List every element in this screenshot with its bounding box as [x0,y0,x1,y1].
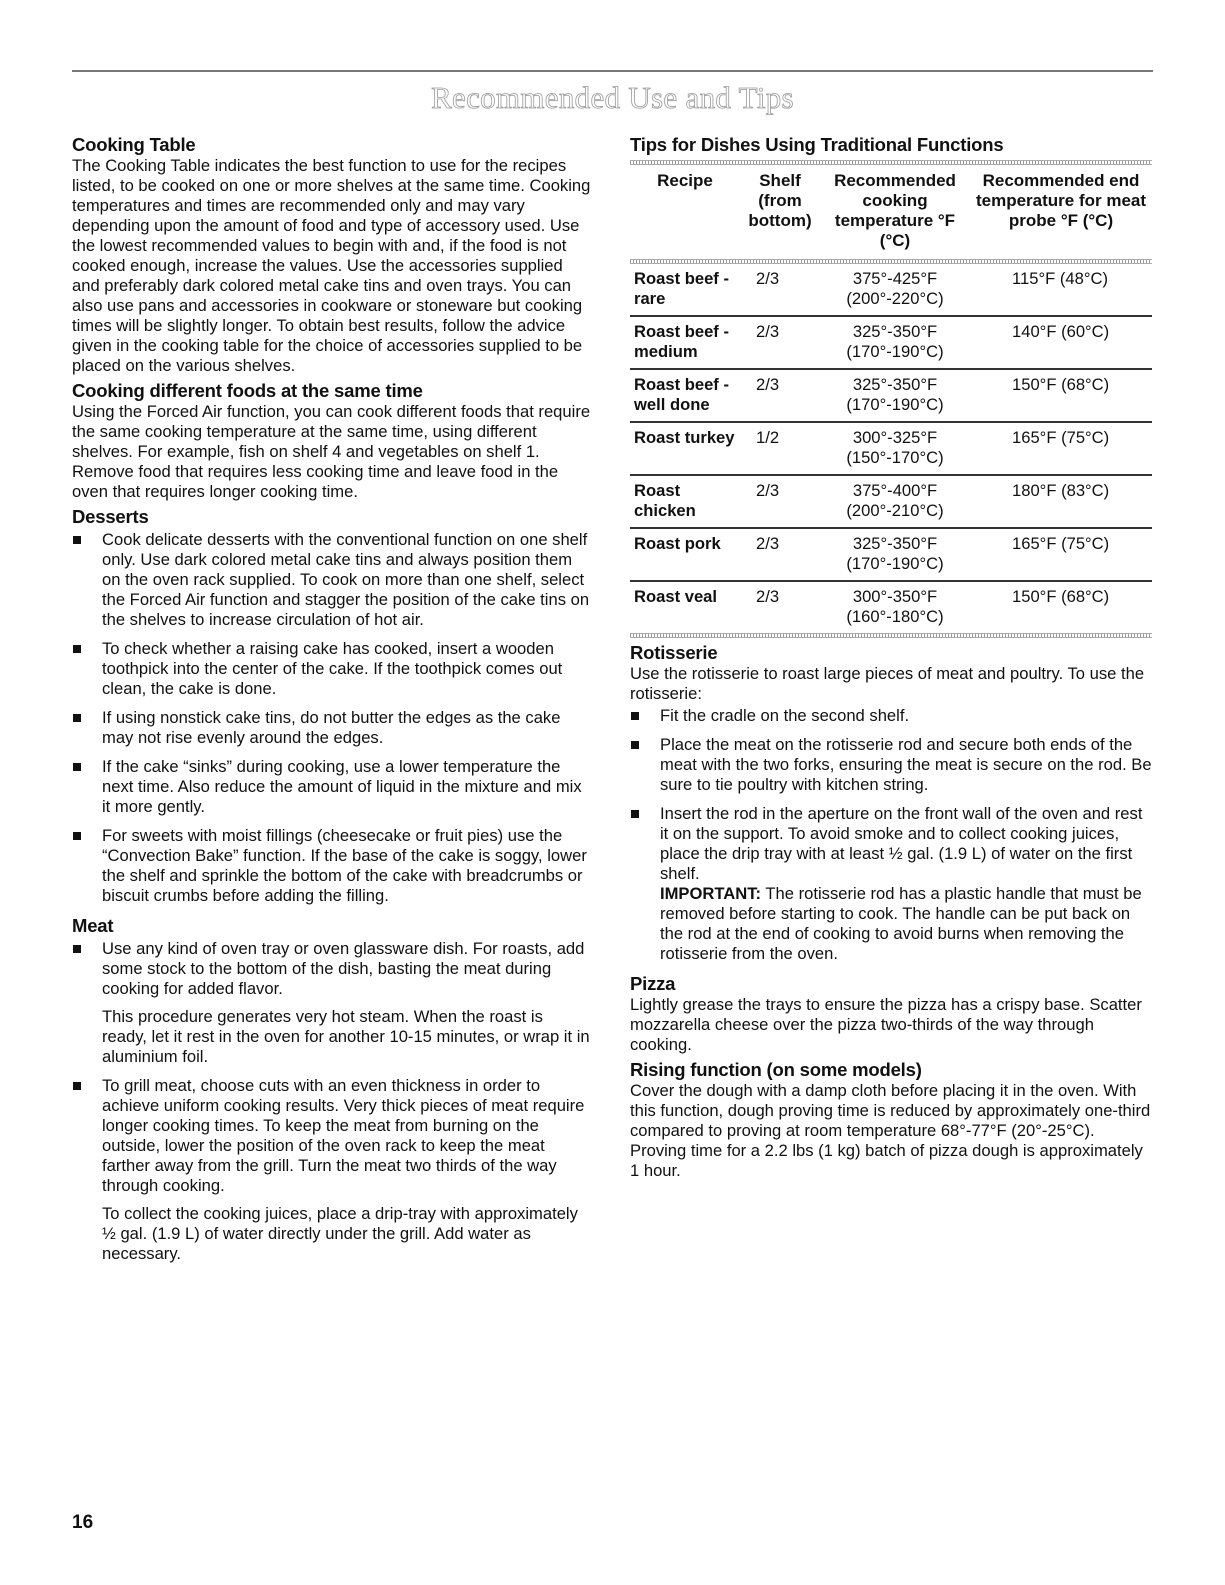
bullet-icon [73,832,81,840]
tips-heading: Tips for Dishes Using Traditional Functions [630,134,1004,155]
cell-shelf: 2/3 [756,587,780,606]
page-number: 16 [72,1512,94,1533]
header-cook-temp: Recommended cooking temperature °F (°C) [834,171,956,250]
important-text: The rotisserie rod has a plastic handle that must be removed before starting to cook. The handle can be put back on the rod at the end of cooking to avoid burns when removing the rotisserie from the oven. [660,884,1142,963]
list-item: Place the meat on the rotisserie rod and secure both ends of the meat with the two forks, ensuring the meat is secure on the rod. Be sure to tie poultry with kitchen string. [630,735,1152,795]
pizza-heading: Pizza [630,973,676,994]
cell-end-temp: 140°F (60°C) [1012,322,1110,341]
cooking-table-body: The Cooking Table indicates the best function to use for the recipes listed, to be cooked on one or more shelves at the same time. Cooking temperatures and times are recommended only and may vary depending upon the amount of food and type of accessory used. Use the lowest recommended values to begin with and, if the food is not cooked enough, increase the values. Use the accessories supplied and preferably dark colored metal cake tins and oven trays. You can also use pans and accessories in cookware or stoneware but cooking times will be slightly longer. To obtain best results, follow the advice given in the cooking table for the choice of accessories supplied to be placed on the various shelves. [72,156,591,375]
list-item: Fit the cradle on the second shelf. [630,706,1152,726]
list-item: If using nonstick cake tins, do not butter the edges as the cake may not rise evenly around the edges. [72,708,592,748]
cell-end-temp: 165°F (75°C) [1012,428,1110,447]
cell-recipe: Roast beef - well done [634,375,729,414]
page-title: Recommended Use and Tips [431,80,794,115]
cell-recipe: Roast pork [634,534,721,553]
table-header-row [630,165,1152,259]
cell-cook-temp: 325°-350°F (170°-190°C) [846,534,944,573]
table-row [630,529,1152,582]
bullet-icon [631,810,639,818]
header-recipe: Recipe [657,171,713,190]
list-item: To grill meat, choose cuts with an even thickness in order to achieve uniform cooking results. Very thick pieces of meat require longer cooking times. To keep the meat from burning on the outside, lower the position of the oven rack to keep the meat farther away from the grill. Turn the meat two thirds of the way through cooking. To collect the cooking juices, place a drip-tray with approximately ½ gal. (1.9 L) of water directly under the grill. Add water as necessary. [72,1076,592,1264]
meat-list [72,939,592,1264]
table-row [630,370,1152,423]
cell-recipe: Roast beef - medium [634,322,729,361]
bullet-icon [73,714,81,722]
meat-item2-note: To collect the cooking juices, place a drip-tray with approximately ½ gal. (1.9 L) of water directly under the grill. Add water as necessary. [102,1204,578,1263]
cell-recipe: Roast turkey [634,428,735,447]
rotisserie-intro: Use the rotisserie to roast large pieces of meat and poultry. To use the rotisserie: [630,664,1145,703]
important-note [660,884,1152,964]
table-row [630,423,1152,476]
left-column [72,134,592,1273]
header-end-temp: Recommended end temperature for meat probe °F (°C) [975,171,1147,230]
cell-cook-temp: 325°-350°F (170°-190°C) [846,322,944,361]
bullet-icon [73,763,81,771]
desserts-list [72,530,592,906]
header-shelf: Shelf (from bottom) [748,171,812,230]
table-row [630,582,1152,633]
list-item: To check whether a raising cake has cooked, insert a wooden toothpick into the center of the cake. If the toothpick comes out clean, the cake is done. [72,639,592,699]
cell-end-temp: 115°F (48°C) [1012,269,1108,288]
cell-cook-temp: 375°-425°F (200°-220°C) [846,269,944,308]
list-item: If the cake “sinks” during cooking, use a lower temperature the next time. Also reduce the amount of liquid in the mixture and mix it more gently. [72,757,592,817]
important-label: IMPORTANT: [660,884,762,903]
cell-shelf: 2/3 [756,322,780,341]
cooking-table-heading: Cooking Table [72,134,196,155]
right-column [630,134,1152,1181]
cell-cook-temp: 300°-325°F (150°-170°C) [846,428,944,467]
tips-table [630,160,1152,638]
bullet-icon [73,945,81,953]
rising-body: Cover the dough with a damp cloth before placing it in the oven. With this function, dough proving time is reduced by approximately one-third compared to proving at room temperature 68°-77°F (20°-25°C). Proving time for a 2.2 lbs (1 kg) batch of pizza dough is approximately 1 hour. [630,1081,1151,1180]
cell-shelf: 1/2 [756,428,780,447]
pizza-body: Lightly grease the trays to ensure the pizza has a crispy base. Scatter mozzarella cheese over the pizza two-thirds of the way through cooking. [630,995,1142,1054]
table-row [630,264,1152,317]
cell-recipe: Roast beef - rare [634,269,729,308]
meat-item1-note: This procedure generates very hot steam. When the roast is ready, let it rest in the oven for another 10-15 minutes, or wrap it in aluminium foil. [102,1007,590,1066]
cell-shelf: 2/3 [756,534,780,553]
table-bottom-rule [630,633,1152,638]
list-item: For sweets with moist fillings (cheesecake or fruit pies) use the “Convection Bake” function. If the base of the cake is soggy, lower the shelf and sprinkle the bottom of the cake with breadcrumbs or biscuit crumbs before adding the filling. [72,826,592,906]
rotisserie-list [630,706,1152,964]
desserts-heading: Desserts [72,506,149,527]
bullet-icon [631,741,639,749]
cell-end-temp: 165°F (75°C) [1012,534,1110,553]
different-foods-body: Using the Forced Air function, you can cook different foods that require the same cooking temperature at the same time, using different shelves. For example, fish on shelf 4 and vegetables on shelf 1. Remove food that requires less cooking time and leave food in the oven that requires longer cooking time. [72,402,591,501]
rising-heading: Rising function (on some models) [630,1059,922,1080]
cell-shelf: 2/3 [756,269,780,288]
table-row [630,476,1152,529]
cell-shelf: 2/3 [756,375,780,394]
cell-cook-temp: 300°-350°F (160°-180°C) [846,587,944,626]
cell-end-temp: 150°F (68°C) [1012,375,1110,394]
bullet-icon [631,712,639,720]
list-item: Use any kind of oven tray or oven glassware dish. For roasts, add some stock to the bottom of the dish, basting the meat during cooking for added flavor. This procedure generates very hot steam. When the roast is ready, let it rest in the oven for another 10-15 minutes, or wrap it in aluminium foil. [72,939,592,1067]
different-foods-heading: Cooking different foods at the same time [72,380,423,401]
top-rule [72,70,1153,72]
list-item: Cook delicate desserts with the conventional function on one shelf only. Use dark colored metal cake tins and always position them on the oven rack supplied. To cook on more than one shelf, select the Forced Air function and stagger the position of the cake tins on the shelves to increase circulation of hot air. [72,530,592,630]
bullet-icon [73,645,81,653]
rotisserie-heading: Rotisserie [630,642,718,663]
table-row [630,317,1152,370]
meat-heading: Meat [72,915,114,936]
cell-cook-temp: 375°-400°F (200°-210°C) [846,481,944,520]
cell-shelf: 2/3 [756,481,780,500]
list-item: Insert the rod in the aperture on the front wall of the oven and rest it on the support. To avoid smoke and to collect cooking juices, place the drip tray with at least ½ gal. (1.9 L) of water on the first shelf. IMPORTANT: The rotisserie rod has a plastic handle that must be removed before starting to cook. The handle can be put back on the rod at the end of cooking to avoid burns when removing the rotisserie from the oven. [630,804,1152,964]
bullet-icon [73,536,81,544]
cell-recipe: Roast chicken [634,481,696,520]
cell-cook-temp: 325°-350°F (170°-190°C) [846,375,944,414]
cell-end-temp: 180°F (83°C) [1012,481,1110,500]
cell-recipe: Roast veal [634,587,718,606]
cell-end-temp: 150°F (68°C) [1012,587,1110,606]
bullet-icon [73,1082,81,1090]
